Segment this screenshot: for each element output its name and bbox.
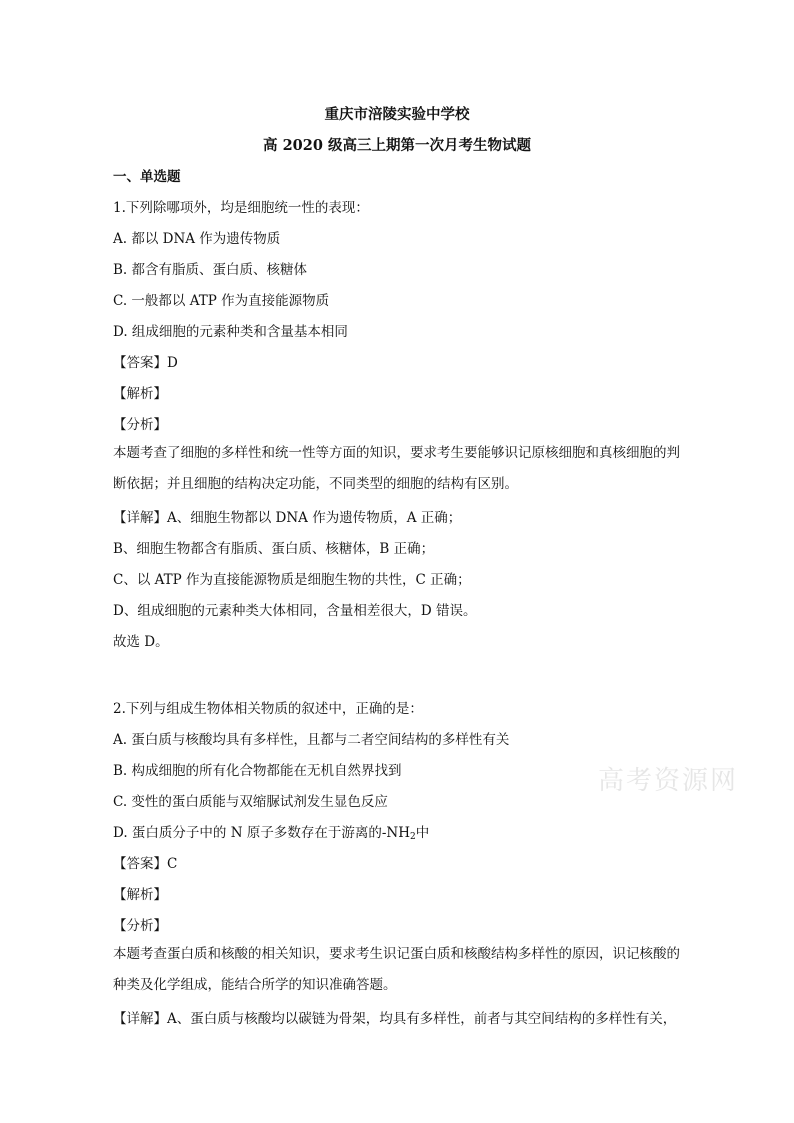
exam-title: 高 2020 级高三上期第一次月考生物试题 [263, 137, 531, 154]
q1-analysis: 本题考查了细胞的多样性和统一性等方面的知识，要求考生要能够识记原核细胞和真核细胞的判断依据；并且细胞的结构决定功能，不同类型的细胞的结构有区别。 [113, 445, 680, 492]
q2-detail-label: 【详解】 [113, 1011, 167, 1027]
q2-detail-a [113, 1007, 676, 1027]
q1-detail-b: B、细胞生物都含有脂质、蛋白质、核糖体，B 正确； [113, 541, 435, 557]
q1-detail-a [113, 506, 461, 526]
q2-detail-a-text: A、蛋白质与核酸均以碳链为骨架，均具有多样性，前者与其空间结构的多样性有关， [167, 1011, 677, 1027]
q1-option-c: C. 一般都以 ATP 作为直接能源物质 [113, 293, 330, 309]
q2-option-d [113, 821, 429, 842]
q2-answer: 【答案】C [113, 856, 178, 872]
q2-jiexi-label: 【解析】 [113, 887, 167, 903]
watermark: 高考资源网 [598, 766, 739, 796]
q2-option-d-suffix: 中 [415, 825, 430, 841]
q1-detail-a-text: A、细胞生物都以 DNA 作为遗传物质，A 正确； [167, 510, 462, 526]
q1-detail-c: C、以 ATP 作为直接能源物质是细胞生物的共性，C 正确； [113, 572, 471, 588]
q2-option-d-subscript: 2 [409, 832, 416, 842]
q1-fenxi-label: 【分析】 [113, 417, 167, 433]
q2-option-a: A. 蛋白质与核酸均具有多样性，且都与二者空间结构的多样性有关 [113, 732, 510, 748]
section-title: 一、单选题 [113, 169, 181, 185]
school-name: 重庆市涪陵实验中学校 [324, 106, 470, 123]
q2-option-c: C. 变性的蛋白质能与双缩脲试剂发生显色反应 [113, 794, 388, 810]
q2-fenxi-label: 【分析】 [113, 918, 167, 934]
q1-jiexi-label: 【解析】 [113, 386, 167, 402]
q2-analysis: 本题考查蛋白质和核酸的相关知识，要求考生识记蛋白质和核酸结构多样性的原因，识记核酸的种类及化学组成，能结合所学的知识准确答题。 [113, 946, 680, 993]
q2-option-b: B. 构成细胞的所有化合物都能在无机自然界找到 [113, 763, 402, 779]
q1-option-b: B. 都含有脂质、蛋白质、核糖体 [113, 262, 308, 278]
q2-option-d-prefix: D. 蛋白质分子中的 N 原子多数存在于游离的-NH [113, 825, 410, 841]
q1-option-d: D. 组成细胞的元素种类和含量基本相同 [113, 324, 348, 340]
q1-option-a: A. 都以 DNA 作为遗传物质 [113, 231, 281, 247]
q1-detail-d: D、组成细胞的元素种类大体相同，含量相差很大，D 错误。 [113, 603, 477, 619]
q1-answer: 【答案】D [113, 355, 178, 371]
q1-stem: 1.下列除哪项外，均是细胞统一性的表现： [113, 200, 369, 216]
q1-detail-label: 【详解】 [113, 510, 167, 526]
q1-conclusion: 故选 D。 [113, 634, 169, 650]
q2-stem: 2.下列与组成生物体相关物质的叙述中，正确的是： [113, 701, 423, 717]
